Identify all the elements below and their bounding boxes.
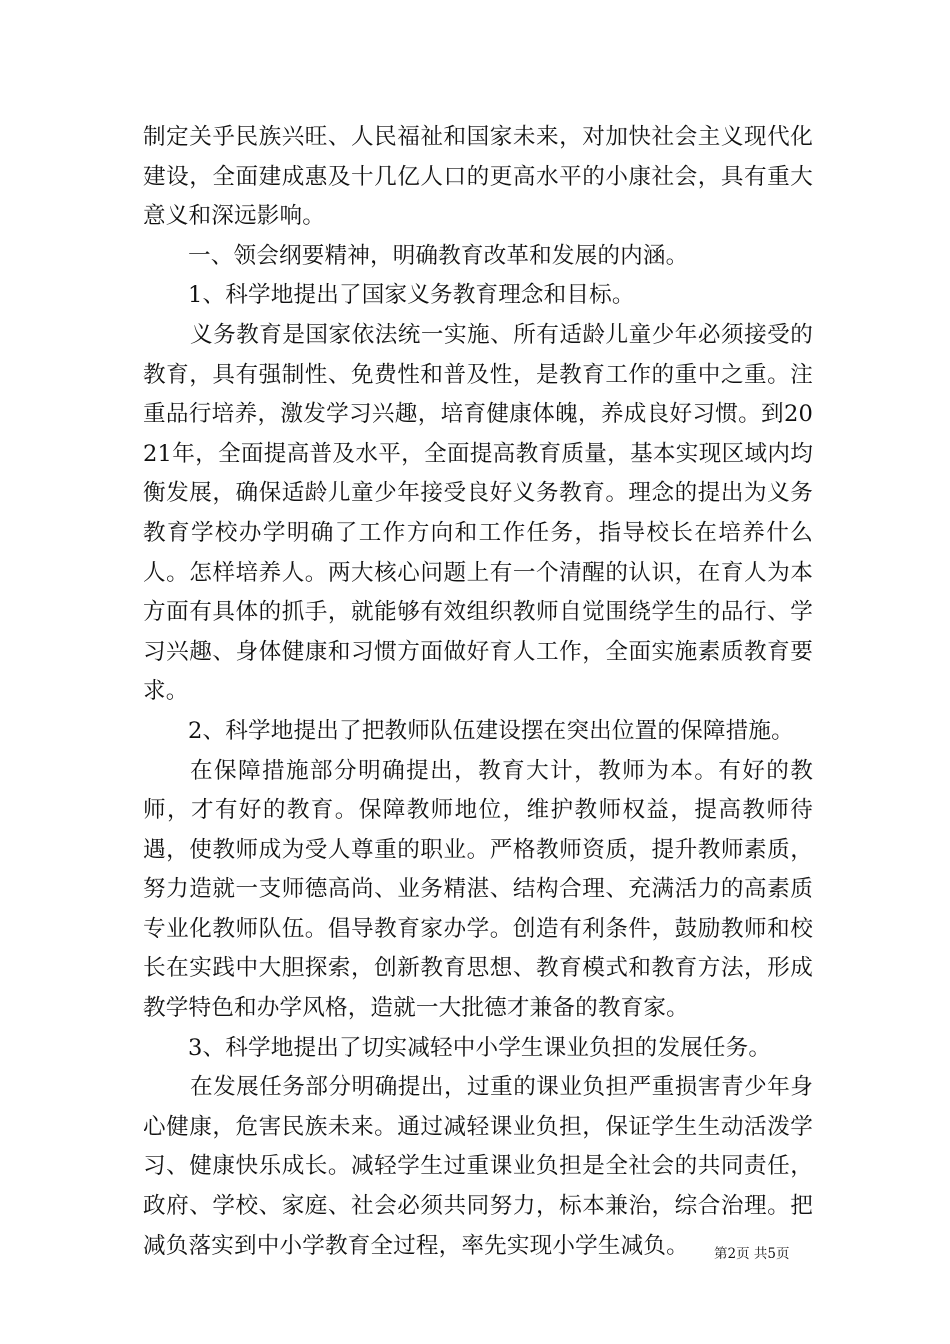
paragraph-body-2: 在保障措施部分明确提出，教育大计，教师为本。有好的教师，才有好的教育。保障教师地位，维护教师权益，提高教师待遇，使教师成为受人尊重的职业。严格教师资质，提升教师素质，努力造就一支师德高尚、业务精湛、结构合理、充满活力的高素质专业化教师队伍。倡导教育家办学。创造有利条件，鼓励教师和校长在实践中大胆探索，创新教育思想、教育模式和教育方法，形成教学特色和办学风格，造就一大批德才兼备的教育家。: [143, 757, 813, 1022]
paragraph-continued: 制定关乎民族兴旺、人民福祉和国家未来，对加快社会主义现代化建设，全面建成惠及十几亿人口的更高水平的小康社会，具有重大意义和深远影响。: [143, 124, 813, 230]
footer-suffix: 页: [775, 1246, 790, 1262]
footer-total-pages: 5: [767, 1246, 776, 1262]
footer-current-page: 2: [727, 1246, 737, 1262]
subheading-2: 2、科学地提出了把教师队伍建设摆在突出位置的保障措施。: [188, 717, 794, 744]
subheading-1: 1、科学地提出了国家义务教育理念和目标。: [188, 282, 635, 309]
subheading-3: 3、科学地提出了切实减轻中小学生课业负担的发展任务。: [188, 1034, 772, 1061]
section-heading: 一、领会纲要精神，明确教育改革和发展的内涵。: [188, 242, 689, 269]
paragraph-body-1: 义务教育是国家依法统一实施、所有适龄儿童少年必须接受的教育，具有强制性、免费性和普及性，是教育工作的重中之重。注重品行培养，激发学习兴趣，培育健康体魄，养成良好习惯。到2021年，全面提高普及水平，全面提高教育质量，基本实现区域内均衡发展，确保适龄儿童少年接受良好义务教育。理念的提出为义务教育学校办学明确了工作方向和工作任务，指导校长在培养什么人。怎样培养人。两大核心问题上有一个清醒的认识，在育人为本方面有具体的抓手，就能够有效组织教师自觉围绕学生的品行、学习兴趣、身体健康和习惯方面做好育人工作，全面实施素质教育要求。: [143, 321, 813, 705]
footer-middle: 页 共: [736, 1246, 768, 1262]
document-body: [143, 118, 813, 1266]
footer-prefix: 第: [714, 1246, 728, 1262]
paragraph-body-3: 在发展任务部分明确提出，过重的课业负担严重损害青少年身心健康，危害民族未来。通过减轻课业负担，保证学生生动活泼学习、健康快乐成长。减轻学生过重课业负担是全社会的共同责任，政府、学校、家庭、社会必须共同努力，标本兼治，综合治理。把减负落实到中小学教育全过程，率先实现小学生减负。: [143, 1074, 813, 1259]
page-number-indicator: [714, 1245, 789, 1263]
